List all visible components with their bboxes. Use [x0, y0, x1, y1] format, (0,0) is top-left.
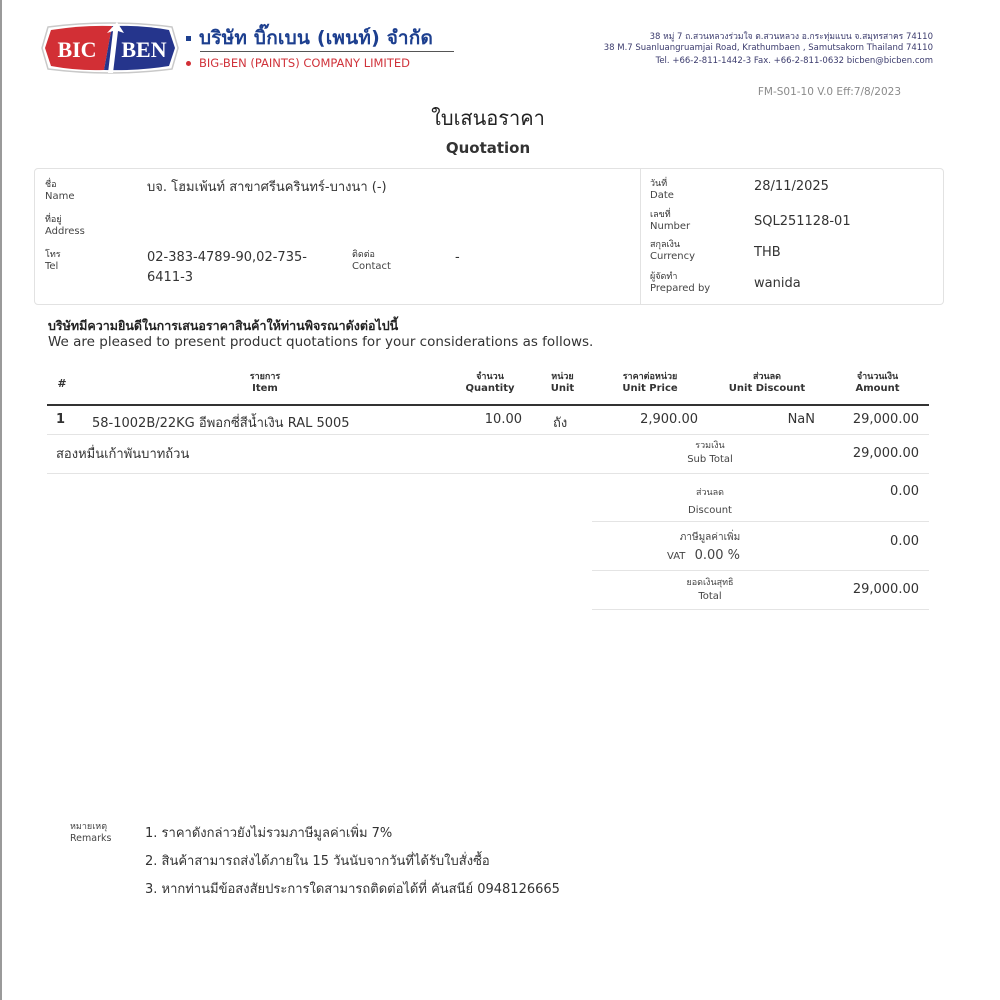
remark-item: 1. ราคาดังกล่าวยังไม่รวมภาษีมูลค่าเพิ่ม 7% [145, 826, 393, 841]
col-header-unit-price: ราคาต่อหน่วย Unit Price [622, 372, 678, 394]
vat-value: 0.00 [890, 534, 919, 549]
company-contact: Tel. +66-2-811-1442-3 Fax. +66-2-811-0632 bicben@bicben.com [655, 56, 933, 66]
vat-label-en: VAT 0.00 % [667, 548, 740, 563]
quotation-date: 28/11/2025 [754, 179, 829, 194]
table-header-rule [47, 404, 929, 406]
company-logo [40, 21, 180, 75]
discount-label: ส่วนลด Discount [688, 488, 732, 516]
document-title-th: ใบเสนอราคา [431, 106, 545, 130]
vat-rate: 0.00 % [694, 548, 740, 563]
logo-text-left: BIC [57, 37, 97, 62]
customer-info-box [34, 168, 944, 305]
remark-item: 3. หากท่านมีข้อสงสัยประการใดสามารถติดต่อได้ที่ คันสนีย์ 0948126665 [145, 882, 560, 897]
name-label: ชื่อ Name [45, 180, 75, 202]
col-header-item: รายการ Item [249, 372, 281, 394]
intro-text-en: We are pleased to present product quotations for your considerations as follows. [48, 334, 594, 350]
logo-text-right: BEN [121, 37, 167, 62]
address-label: ที่อยู่ Address [45, 215, 85, 237]
company-name-en-text: BIG-BEN (PAINTS) COMPANY LIMITED [199, 56, 410, 70]
col-header-quantity: จำนวน Quantity [465, 372, 515, 394]
row-divider [47, 434, 929, 435]
date-label: วันที่ Date [650, 179, 674, 201]
total-label: ยอดเงินสุทธิ Total [686, 578, 734, 602]
company-name-th-text: บริษัท บิ๊กเบน (เพนท์) จำกัด [199, 27, 434, 49]
company-name-th [186, 23, 433, 53]
prepared-by-label: ผู้จัดทำ Prepared by [650, 272, 711, 294]
row-item: 58-1002B/22KG อีพอกซี่สีน้ำเงิน RAL 5005 [92, 416, 350, 431]
remark-item: 2. สินค้าสามารถส่งได้ภายใน 15 วันนับจากวันที่ได้รับใบสั่งซื้อ [145, 854, 490, 869]
customer-name: บจ. โฮมเพ้นท์ สาขาศรีนครินทร์-บางนา (-) [147, 180, 387, 195]
form-code: FM-S01-10 V.0 Eff:7/8/2023 [757, 86, 901, 98]
col-header-amount: จำนวนเงิน Amount [855, 372, 900, 394]
company-address-en: 38 M.7 Suanluangruamjai Road, Krathumbaen , Samutsakorn Thailand 74110 [603, 43, 933, 53]
total-value: 29,000.00 [852, 582, 919, 597]
row-unit-discount: NaN [787, 412, 815, 427]
currency-value: THB [754, 245, 781, 260]
intro-text-th: บริษัทมีความยินดีในการเสนอราคาสินค้าให้ท่านพิจรณาดังต่อไปนี้ [48, 318, 399, 333]
customer-tel: 02-383-4789-90,02-735- 6411-3 [147, 250, 307, 285]
contact-label: ติดต่อ Contact [352, 250, 391, 272]
remarks-label: หมายเหตุ Remarks [70, 822, 112, 844]
subtotal-value: 29,000.00 [852, 446, 919, 461]
total-divider [592, 609, 929, 610]
col-header-unit-discount: ส่วนลด Unit Discount [728, 372, 806, 394]
row-quantity: 10.00 [484, 412, 522, 427]
amount-in-words: สองหมื่นเก้าพันบาทถ้วน [56, 447, 190, 462]
customer-contact: - [455, 250, 460, 265]
company-address-th: 38 หมู่ 7 ถ.สวนหลวงร่วมใจ ต.สวนหลวง อ.กระทุ่มแบน จ.สมุทรสาคร 74110 [649, 32, 933, 42]
bullet-icon [186, 61, 191, 66]
row-number: 1 [56, 412, 66, 427]
row-unit: ถัง [553, 416, 568, 431]
tel-label: โทร Tel [45, 250, 61, 272]
row-amount: 29,000.00 [852, 412, 919, 427]
subtotal-divider [47, 473, 929, 474]
number-label: เลขที่ Number [650, 210, 691, 232]
col-header-no: # [57, 377, 67, 390]
discount-divider [592, 521, 929, 522]
company-name-en [186, 56, 410, 70]
info-box-divider [640, 169, 641, 304]
vat-divider [592, 570, 929, 571]
subtotal-label: รวมเงิน Sub Total [687, 441, 733, 465]
prepared-by-value: wanida [754, 276, 801, 291]
document-title-en: Quotation [445, 139, 531, 157]
currency-label: สกุลเงิน Currency [650, 240, 696, 262]
bullet-icon [186, 36, 191, 41]
row-unit-price: 2,900.00 [640, 412, 698, 427]
company-name-divider [200, 51, 454, 52]
quotation-number: SQL251128-01 [754, 214, 851, 229]
discount-value: 0.00 [890, 484, 919, 499]
vat-label-th: ภาษีมูลค่าเพิ่ม [679, 532, 741, 543]
col-header-unit: หน่วย Unit [550, 372, 575, 394]
